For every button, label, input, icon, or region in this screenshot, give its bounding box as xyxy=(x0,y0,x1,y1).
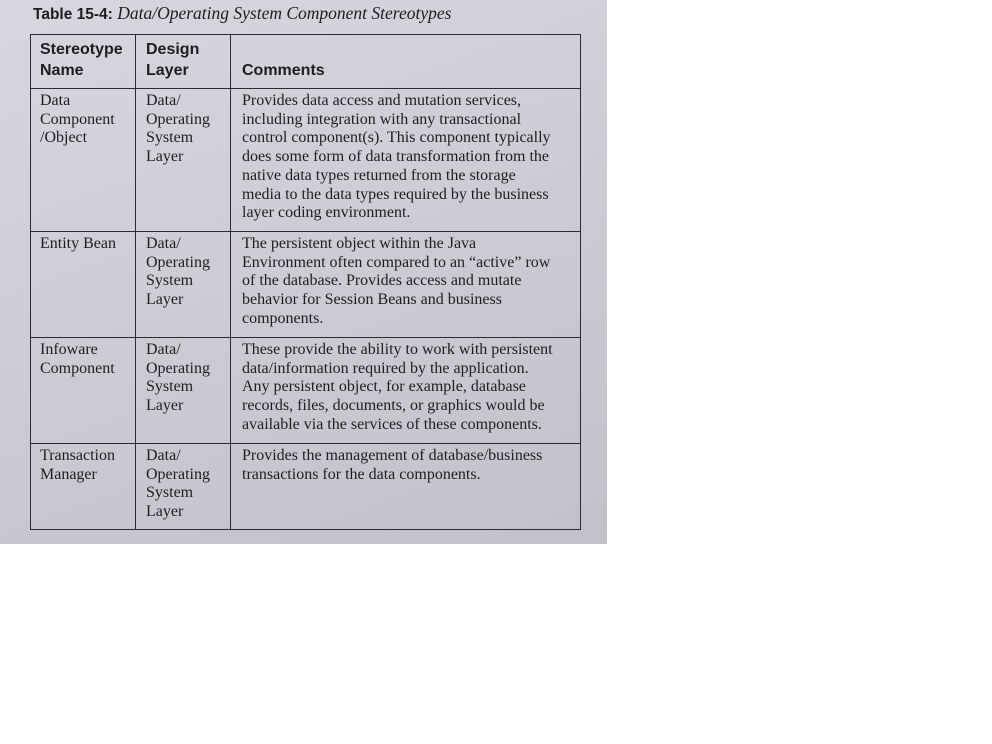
row-2-comments: The persistent object within the Java Environment often compared to an “active” row of the database. Provides access and mutate behavior for Session Beans and business components. xyxy=(242,235,551,327)
row-1-name: Data Component /Object xyxy=(40,92,115,147)
row-4-layer: Data/ Operating System Layer xyxy=(146,447,210,521)
table-title: Data/Operating System Component Stereotypes xyxy=(117,3,452,23)
table-number: Table 15-4: xyxy=(33,6,113,23)
row-divider xyxy=(31,337,580,338)
row-3-name: Infoware Component xyxy=(40,341,115,377)
row-divider xyxy=(31,443,580,444)
header-divider xyxy=(31,88,580,89)
table-caption xyxy=(33,3,451,25)
row-1-layer: Data/ Operating System Layer xyxy=(146,92,210,166)
row-3-layer: Data/ Operating System Layer xyxy=(146,341,210,415)
row-1-comments: Provides data access and mutation services, including integration with any transactional control component(s). This component typically does some form of data transformation from the native data types returned from the storage media to the data types required by the business layer coding environment. xyxy=(242,92,551,222)
header-stereotype-name: Stereotype Name xyxy=(40,41,123,79)
row-4-name: Transaction Manager xyxy=(40,447,115,483)
row-2-name: Entity Bean xyxy=(40,235,116,252)
book-page-photo xyxy=(0,0,607,544)
row-3-comments: These provide the ability to work with persistent data/information required by the application. Any persistent object, for example, database records, files, documents, or graphics would be available via the services of these components. xyxy=(242,341,553,433)
header-comments: Comments xyxy=(242,62,325,79)
row-4-comments: Provides the management of database/business transactions for the data components. xyxy=(242,447,543,483)
row-2-layer: Data/ Operating System Layer xyxy=(146,235,210,309)
stereotype-table xyxy=(30,34,581,530)
header-design-layer: Design Layer xyxy=(146,41,200,79)
row-divider xyxy=(31,231,580,232)
